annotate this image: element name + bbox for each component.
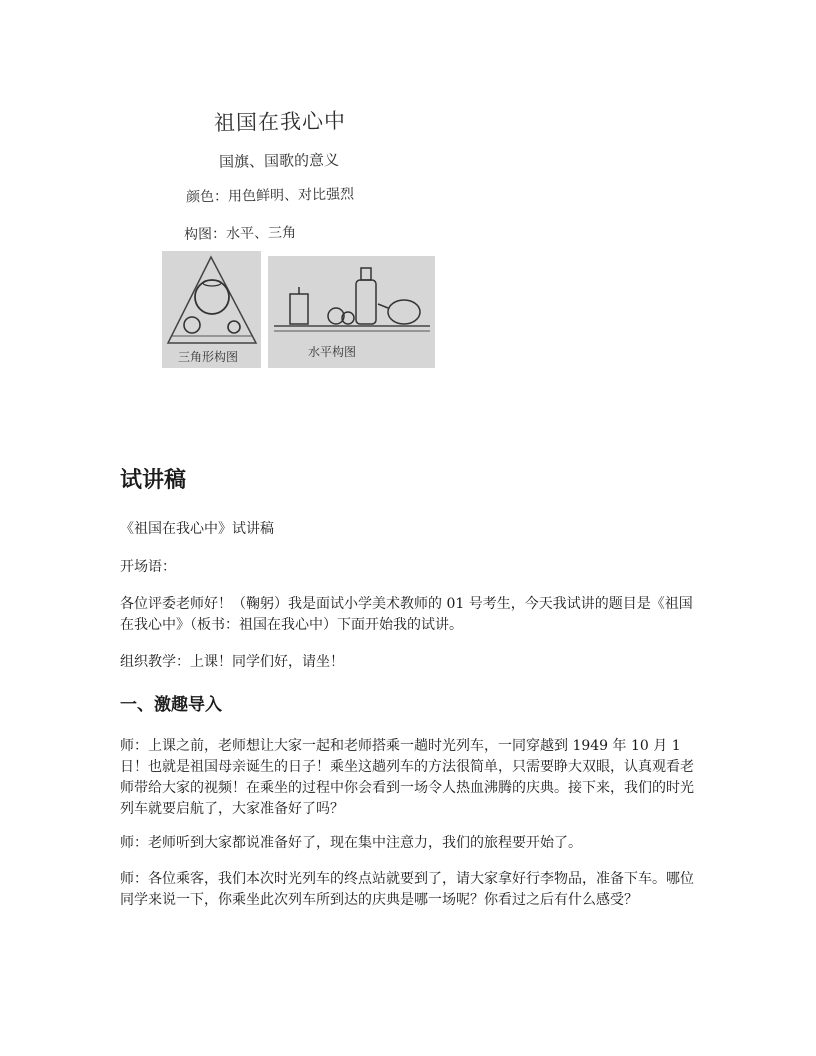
- paragraph-ready: 师：老师听到大家都说准备好了，现在集中注意力，我们的旅程要开始了。: [120, 835, 582, 851]
- paragraph-class-organization: 组织教学：上课！同学们好，请坐！: [120, 654, 344, 670]
- triangle-composition-sketch: [162, 251, 261, 368]
- handwritten-note-composition: 构图：水平、三角: [183, 225, 297, 243]
- paragraph-opening-label: 开场语：: [120, 559, 176, 575]
- section-heading-introduction: 一、激趣导入: [120, 695, 222, 715]
- triangle-composition-label: 三角形构图: [178, 350, 239, 364]
- paragraph-time-train: 师：上课之前，老师想让大家一起和老师搭乘一趟时光列车，一同穿越到 1949 年 10 月 1 日！也就是祖国母亲诞生的日子！乘坐这趟列车的方法很简单，只需要睁大双眼，认真观看老师带给大家的视频！在乘坐的过程中你会看到一场令人热血沸腾的庆典。接下来，我们的时光列车就要启航了，大家准备好了吗？: [120, 738, 694, 817]
- paragraph-opening-speech: 各位评委老师好！（鞠躬）我是面试小学美术教师的 01 号考生，今天我试讲的题目是《祖国在我心中》（板书：祖国在我心中）下面开始我的试讲。: [120, 596, 693, 633]
- horizontal-composition-sketch: [268, 256, 435, 368]
- handwritten-title: 祖国在我心中: [213, 108, 347, 136]
- page-title: 试讲稿: [120, 468, 187, 493]
- handwritten-note-color: 颜色：用色鲜明、对比强烈: [185, 186, 355, 206]
- paragraph-arrival: 师：各位乘客，我们本次时光列车的终点站就要到了，请大家拿好行李物品，准备下车。哪位同学来说一下，你乘坐此次列车所到达的庆典是哪一场呢？你看过之后有什么感受？: [120, 871, 694, 908]
- horizontal-composition-label: 水平构图: [308, 345, 357, 359]
- handwritten-note-flag-anthem: 国旗、国歌的意义: [218, 150, 340, 172]
- paragraph-lesson-title: 《祖国在我心中》试讲稿: [120, 521, 274, 537]
